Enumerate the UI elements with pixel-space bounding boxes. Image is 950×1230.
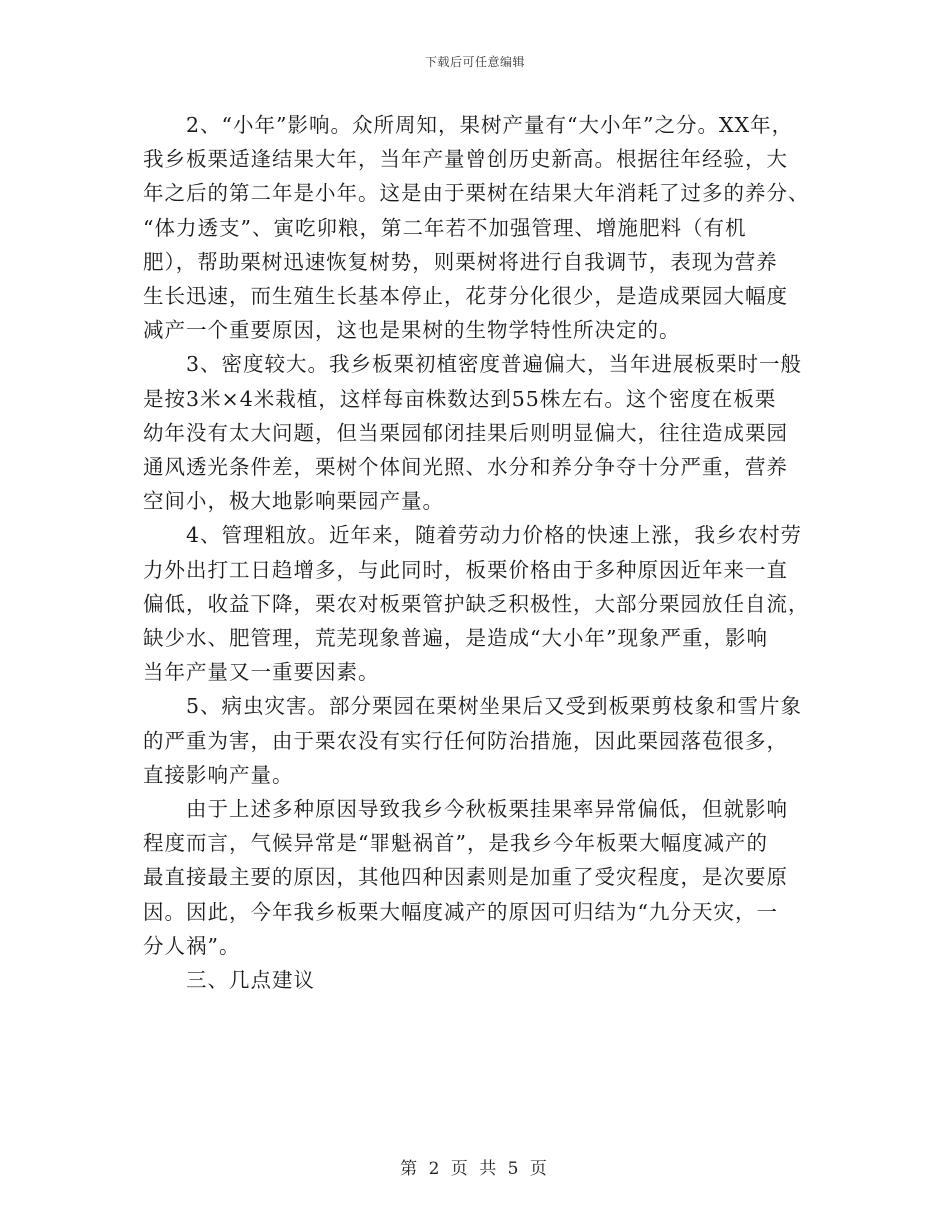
text-line: 生长迅速，而生殖生长基本停止，花芽分化很少，是造成栗园大幅度 [143, 284, 788, 309]
text-line: 肥），帮助栗树迅速恢复树势，则栗树将进行自我调节，表现为营养 [143, 249, 778, 274]
section-heading: 三、几点建议 [186, 968, 315, 993]
section-heading-suggestions [143, 963, 803, 997]
document-body [143, 108, 810, 997]
paragraph-small-year [143, 108, 810, 347]
text-line: 当年产量又一重要因素。 [143, 660, 380, 685]
text-line: 5、病虫灾害。部分栗园在栗树坐果后又受到板栗剪枝象和雪片象 [186, 694, 803, 719]
text-line: 年之后的第二年是小年。这是由于栗树在结果大年消耗了过多的养分、 [143, 181, 810, 206]
text-line: 我乡板栗适逢结果大年，当年产量曾创历史新高。根据往年经验，大 [143, 147, 788, 172]
text-line: “体力透支”、寅吃卯粮，第二年若不加强管理、增施肥料（有机 [143, 215, 747, 240]
text-line: 2、“小年”影响。众所周知，果树产量有“大小年”之分。XX年， [186, 113, 794, 137]
text-line: 3、密度较大。我乡板栗初植密度普遍偏大，当年进展板栗时一般 [186, 352, 803, 377]
page-header: 下载后可任意编辑 [424, 55, 525, 69]
text-line: 程度而言，气候异常是“罪魁祸首”，是我乡今年板栗大幅度减产的 [143, 831, 768, 856]
text-line: 是按3米×4米栽植，这样每亩株数达到55株左右。这个密度在板栗 [143, 386, 777, 411]
text-line: 4、管理粗放。近年来，随着劳动力价格的快速上涨，我乡农村劳 [186, 523, 803, 548]
text-line: 通风透光条件差，栗树个体间光照、水分和养分争夺十分严重，营养 [143, 455, 788, 480]
text-line: 分人祸”。 [143, 933, 241, 958]
text-line: 偏低，收益下降，栗农对板栗管护缺乏积极性，大部分栗园放任自流， [143, 591, 810, 616]
paragraph-summary [143, 792, 803, 963]
paragraph-management [143, 518, 810, 689]
text-line: 直接影响产量。 [143, 762, 294, 787]
text-line: 最直接最主要的原因，其他四种因素则是加重了受灾程度，是次要原 [143, 865, 788, 890]
text-line: 幼年没有太大问题，但当栗园郁闭挂果后则明显偏大，往往造成栗园 [143, 420, 788, 445]
text-line: 力外出打工日趋增多，与此同时，板栗价格由于多种原因近年来一直 [143, 557, 788, 582]
text-line: 空间小，极大地影响栗园产量。 [143, 489, 444, 514]
paragraph-pests [143, 689, 803, 792]
text-line: 因。因此，今年我乡板栗大幅度减产的原因可归结为“九分天灾，一 [143, 899, 778, 924]
paragraph-density [143, 347, 803, 518]
text-line: 由于上述多种原因导致我乡今秋板栗挂果率异常偏低，但就影响 [186, 797, 788, 822]
text-line: 的严重为害，由于栗农没有实行任何防治措施，因此栗园落苞很多， [143, 728, 788, 753]
text-line: 减产一个重要原因，这也是果树的生物学特性所决定的。 [143, 318, 681, 343]
page-number: 第 2 页 共 5 页 [400, 1159, 550, 1179]
text-line: 缺少水、肥管理，荒芜现象普遍，是造成“大小年”现象严重，影响 [143, 626, 768, 651]
